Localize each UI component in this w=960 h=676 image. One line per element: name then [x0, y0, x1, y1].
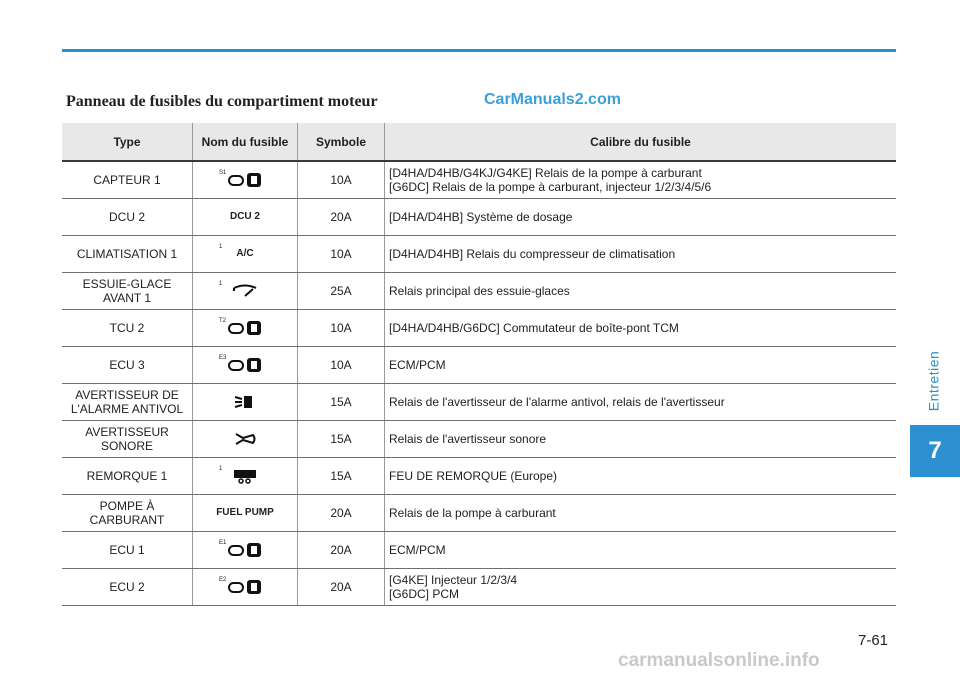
- description-line: [D4HA/D4HB] Système de dosage: [389, 210, 573, 224]
- fuse-name-symbol: [193, 236, 298, 273]
- symbol-superscript: 1: [219, 466, 223, 472]
- symbol-superscript: E3: [219, 355, 227, 361]
- fuse-type: CLIMATISATION 1: [62, 236, 193, 273]
- description-line: [G4KE] Injecteur 1/2/3/4: [389, 573, 518, 587]
- table-row: [62, 569, 896, 606]
- sensor-relay-icon: [228, 172, 262, 188]
- fuse-rating: 15A: [298, 421, 385, 458]
- table-row: [62, 236, 896, 273]
- description-line: Relais principal des essuie-glaces: [389, 284, 570, 298]
- alarm-horn-icon: [233, 393, 257, 411]
- fuse-name-symbol: [193, 458, 298, 495]
- fuse-type: REMORQUE 1: [62, 458, 193, 495]
- table-row: [62, 347, 896, 384]
- symbol-text: A/C: [236, 248, 254, 259]
- fuse-name-symbol: [193, 161, 298, 199]
- fuse-table: [62, 123, 896, 606]
- fuse-rating: 10A: [298, 347, 385, 384]
- fuse-name-symbol: [193, 199, 298, 236]
- symbol-superscript: 1: [219, 244, 223, 250]
- table-row: [62, 495, 896, 532]
- table-row: [62, 421, 896, 458]
- horn-icon: [233, 431, 257, 447]
- fuse-description: [385, 310, 897, 347]
- fuse-rating: 25A: [298, 273, 385, 310]
- header-rating: Calibre du fusible: [385, 123, 897, 161]
- symbol-text: DCU 2: [229, 211, 260, 222]
- wiper-icon: [231, 284, 259, 298]
- fuse-type: TCU 2: [62, 310, 193, 347]
- fuse-description: [385, 347, 897, 384]
- fuse-rating: 15A: [298, 384, 385, 421]
- sensor-relay-icon: [228, 320, 262, 336]
- fuse-type: AVERTISSEUR DE L'ALARME ANTIVOL: [62, 384, 193, 421]
- fuse-type: ESSUIE-GLACE AVANT 1: [62, 273, 193, 310]
- fuse-type: CAPTEUR 1: [62, 161, 193, 199]
- description-line: Relais de l'avertisseur sonore: [389, 432, 547, 446]
- fuse-description: [385, 421, 897, 458]
- fuse-name-symbol: [193, 347, 298, 384]
- table-row: [62, 458, 896, 495]
- sensor-relay-icon: [228, 579, 262, 595]
- symbol-superscript: E2: [219, 577, 227, 583]
- fuse-rating: 20A: [298, 569, 385, 606]
- page-number: 7-61: [858, 632, 889, 649]
- top-rule: [62, 49, 896, 52]
- fuse-rating: 10A: [298, 161, 385, 199]
- fuse-rating: 20A: [298, 495, 385, 532]
- fuse-description: [385, 532, 897, 569]
- fuse-type: ECU 3: [62, 347, 193, 384]
- table-row: [62, 384, 896, 421]
- fuse-rating: 10A: [298, 236, 385, 273]
- symbol-superscript: T2: [219, 318, 227, 324]
- fuse-rating: 10A: [298, 310, 385, 347]
- symbol-text: FUEL PUMP: [216, 507, 274, 518]
- fuse-type: POMPE À CARBURANT: [62, 495, 193, 532]
- fuse-name-symbol: [193, 273, 298, 310]
- header-symbol: Symbole: [298, 123, 385, 161]
- sensor-relay-icon: [228, 357, 262, 373]
- table-row: [62, 310, 896, 347]
- table-row: [62, 532, 896, 569]
- fuse-type: ECU 1: [62, 532, 193, 569]
- description-line: [G6DC] Relais de la pompe à carburant, injecteur 1/2/3/4/5/6: [389, 180, 712, 194]
- fuse-name-symbol: [193, 310, 298, 347]
- fuse-description: [385, 236, 897, 273]
- fuse-description: [385, 199, 897, 236]
- description-line: ECM/PCM: [389, 543, 446, 557]
- description-line: [D4HA/D4HB] Relais du compresseur de climatisation: [389, 247, 676, 261]
- watermark-bottom[interactable]: carmanualsonline.info: [618, 650, 820, 671]
- description-line: Relais de l'avertisseur de l'alarme antivol, relais de l'avertisseur: [389, 395, 725, 409]
- symbol-superscript: 1: [219, 281, 223, 287]
- fuse-description: [385, 569, 897, 606]
- description-line: FEU DE REMORQUE (Europe): [389, 469, 558, 483]
- chapter-tab: 7: [910, 425, 960, 477]
- fuse-description: [385, 384, 897, 421]
- table-row: [62, 199, 896, 236]
- fuse-description: [385, 161, 897, 199]
- table-row: [62, 161, 896, 199]
- fuse-table-body: [62, 161, 896, 606]
- fuse-name-symbol: [193, 421, 298, 458]
- fuse-description: [385, 273, 897, 310]
- side-section-label: [918, 336, 948, 426]
- fuse-type: ECU 2: [62, 569, 193, 606]
- description-line: [G6DC] PCM: [389, 587, 460, 601]
- fuse-name-symbol: [193, 495, 298, 532]
- symbol-superscript: S1: [219, 170, 227, 176]
- fuse-rating: 15A: [298, 458, 385, 495]
- fuse-name-symbol: [193, 532, 298, 569]
- side-section-text: Entretien: [925, 350, 942, 412]
- header-type: Type: [62, 123, 193, 161]
- fuse-type: AVERTISSEUR SONORE: [62, 421, 193, 458]
- fuse-type: DCU 2: [62, 199, 193, 236]
- fuse-rating: 20A: [298, 532, 385, 569]
- description-line: ECM/PCM: [389, 358, 446, 372]
- header-fuse-name: Nom du fusible: [193, 123, 298, 161]
- table-row: [62, 273, 896, 310]
- description-line: [D4HA/D4HB/G4KJ/G4KE] Relais de la pompe à carburant: [389, 166, 702, 180]
- fuse-description: [385, 495, 897, 532]
- table-header-row: [62, 123, 896, 161]
- fuse-rating: 20A: [298, 199, 385, 236]
- fuse-name-symbol: [193, 569, 298, 606]
- trailer-icon: [232, 468, 258, 484]
- watermark-top[interactable]: CarManuals2.com: [484, 91, 621, 108]
- description-line: [D4HA/D4HB/G6DC] Commutateur de boîte-pont TCM: [389, 321, 679, 335]
- description-line: Relais de la pompe à carburant: [389, 506, 556, 520]
- symbol-superscript: E1: [219, 540, 227, 546]
- section-title: Panneau de fusibles du compartiment moteur: [66, 93, 378, 110]
- sensor-relay-icon: [228, 542, 262, 558]
- fuse-description: [385, 458, 897, 495]
- fuse-name-symbol: [193, 384, 298, 421]
